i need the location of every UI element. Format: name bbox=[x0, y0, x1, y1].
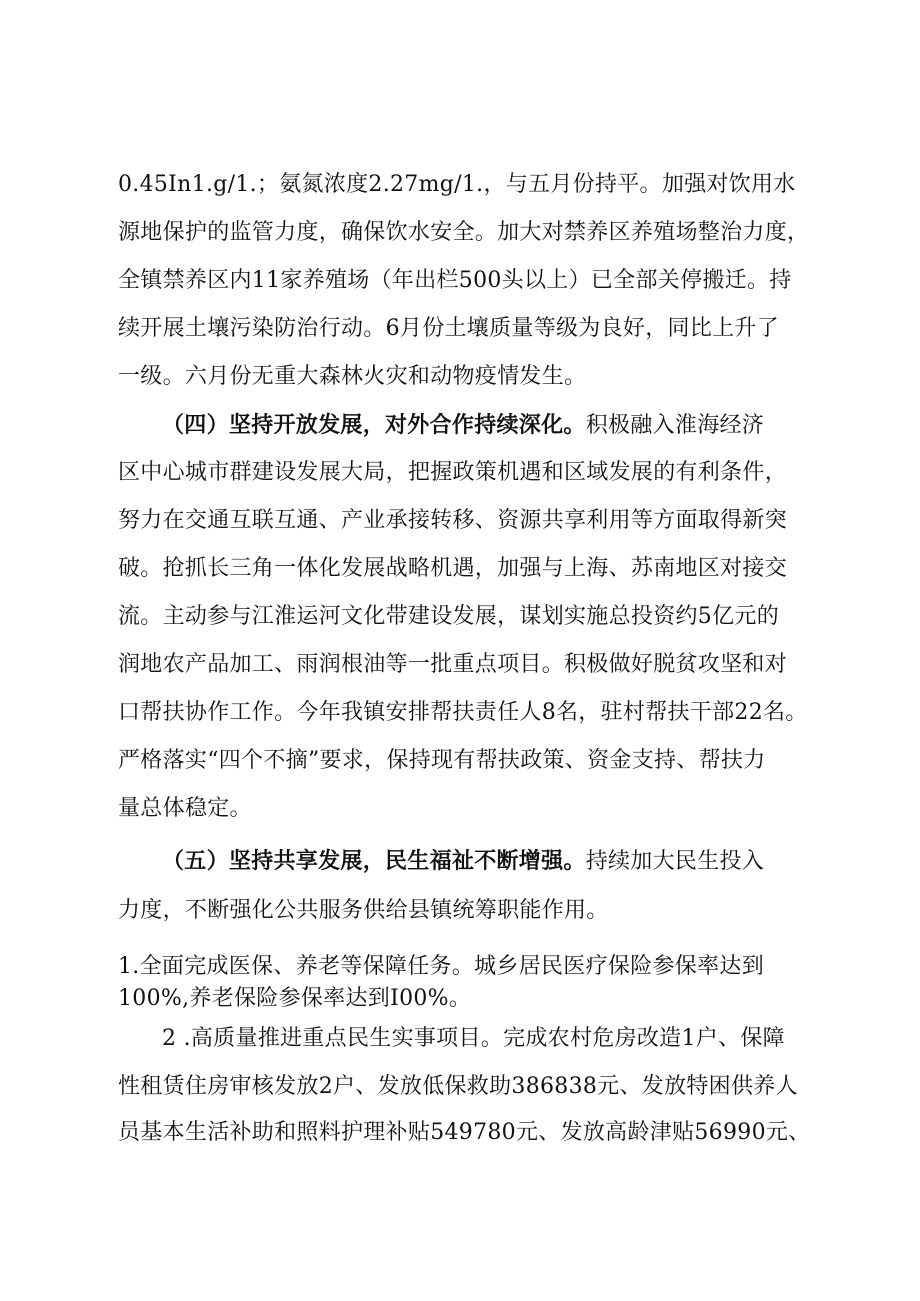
paragraph-2-first-line bbox=[162, 410, 822, 440]
paragraph-1-line-4: 续开展土壤污染防治行动。6月份土壤质量等级为良好，同比上升了 bbox=[118, 316, 779, 341]
paragraph-2-line-7: 口帮扶协作工作。今年我镇安排帮扶责任人8名，驻村帮扶干部22名。 bbox=[118, 700, 808, 725]
paragraph-2-line-2: 区中心城市群建设发展大局，把握政策机遇和区域发展的有利条件， bbox=[118, 460, 788, 485]
paragraph-2-line-5: 流。主动参与江淮运河文化带建设发展，谋划实施总投资约5亿元的 bbox=[118, 604, 779, 629]
paragraph-4-line-1: 1.全面完成医保、养老等保障任务。城乡居民医疗保险参保率达到 bbox=[118, 954, 764, 979]
paragraph-3-first-line-rest: 持续加大民生投入 bbox=[585, 849, 765, 874]
paragraph-2-line-6: 润地农产品加工、雨润根油等一批重点项目。积极做好脱贫攻坚和对 bbox=[118, 652, 788, 677]
paragraph-1-line-3: 全镇禁养区内11家养殖场（年出栏500头以上）已全部关停搬迁。持 bbox=[118, 268, 792, 293]
paragraph-3-first-line bbox=[162, 846, 822, 876]
section-heading-4: （四）坚持开放发展，对外合作持续深化。 bbox=[162, 412, 586, 438]
paragraph-5-line-2: 性租赁住房审核发放2户、发放低保救助386838元、发放特困供养人 bbox=[118, 1074, 798, 1099]
paragraph-1-line-1: 0.45In1.g/1.；氨氮浓度2.27mg/1.，与五月份持平。加强对饮用水 bbox=[118, 172, 796, 197]
paragraph-2-line-9: 量总体稳定。 bbox=[118, 796, 252, 821]
paragraph-5-line-1: 2 .高质量推进重点民生实事项目。完成农村危房改造1户、保障 bbox=[162, 1026, 785, 1051]
paragraph-2-line-4: 破。抢抓长三角一体化发展战略机遇，加强与上海、苏南地区对接交 bbox=[118, 556, 788, 581]
paragraph-4-line-2: 100%,养老保险参保率达到I00%。 bbox=[118, 986, 472, 1011]
paragraph-3-line-2: 力度，不断强化公共服务供给县镇统筹职能作用。 bbox=[118, 898, 609, 923]
paragraph-2-line-8: 严格落实“四个不摘”要求，保持现有帮扶政策、资金支持、帮扶力 bbox=[118, 748, 766, 773]
paragraph-1-line-2: 源地保护的监管力度，确保饮水安全。加大对禁养区养殖场整治力度， bbox=[118, 220, 810, 245]
paragraph-1-line-5: 一级。六月份无重大森林火灾和动物疫情发生。 bbox=[118, 364, 587, 389]
paragraph-2-line-3: 努力在交通互联互通、产业承接转移、资源共享利用等方面取得新突 bbox=[118, 508, 788, 533]
paragraph-5-line-3: 员基本生活补助和照料护理补贴549780元、发放高龄津贴56990元、 bbox=[118, 1120, 811, 1145]
paragraph-2-first-line-rest: 积极融入淮海经济 bbox=[585, 413, 765, 438]
section-heading-5: （五）坚持共享发展，民生福祉不断增强。 bbox=[162, 848, 586, 874]
